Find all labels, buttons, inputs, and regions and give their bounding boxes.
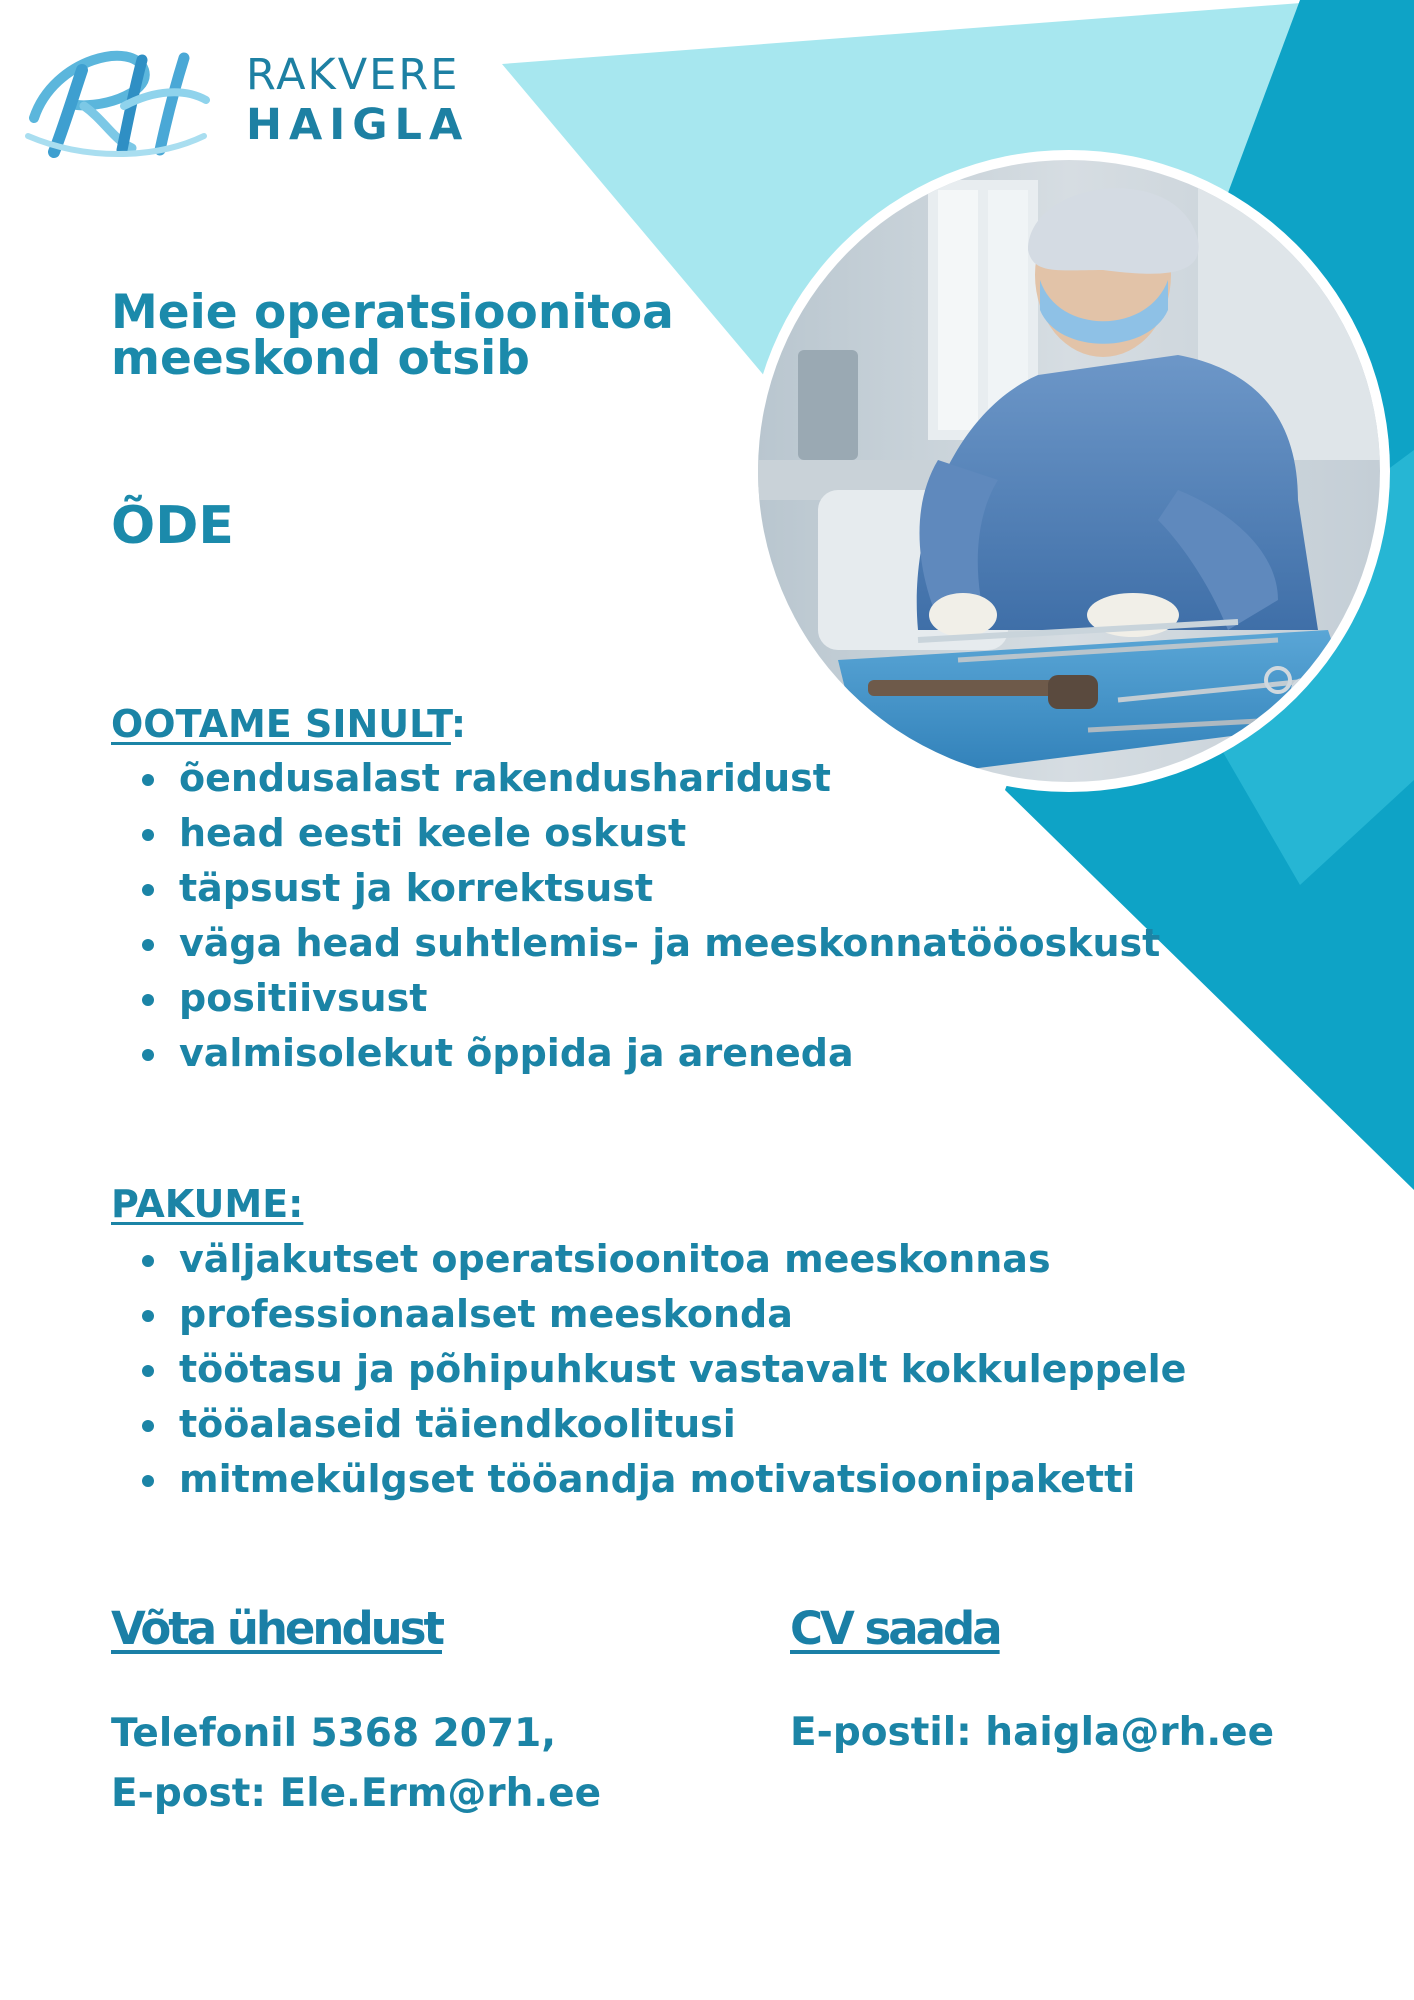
headline <box>111 285 731 386</box>
cv-email[interactable]: E-postil: haigla@rh.ee <box>790 1710 1275 1755</box>
logo-line-rakvere: RAKVERE <box>246 50 460 100</box>
logo-line-haigla: HAIGLA <box>246 100 470 150</box>
list-item: valmisolekut õppida ja areneda <box>140 1026 1160 1081</box>
list-item: väljakutset operatsioonitoa meeskonnas <box>140 1232 1186 1287</box>
list-item: töötasu ja põhipuhkust vastavalt kokkuleppele <box>140 1342 1186 1397</box>
contact-heading: Võta ühendust <box>111 1602 442 1655</box>
list-item: õendusalast rakendusharidust <box>140 751 1160 806</box>
offer-list <box>140 1232 1186 1507</box>
headline-line-2: meeskond otsib <box>111 331 530 386</box>
list-item: väga head suhtlemis- ja meeskonnatööoskust <box>140 916 1160 971</box>
job-title: ÕDE <box>111 496 234 556</box>
headline-line-1: Meie operatsioonitoa <box>111 285 674 340</box>
requirements-heading <box>111 702 466 746</box>
requirements-heading-text: OOTAME SINULT <box>111 702 451 746</box>
list-item: täpsust ja korrektsust <box>140 861 1160 916</box>
list-item: positiivsust <box>140 971 1160 1026</box>
rh-monogram-icon <box>24 40 210 160</box>
list-item: mitmekülgset tööandja motivatsioonipaketti <box>140 1452 1186 1507</box>
contact-details <box>111 1704 601 1824</box>
offer-heading <box>111 1182 303 1226</box>
contact-phone: Telefonil 5368 2071, <box>111 1711 557 1756</box>
surgical-nurse-photo <box>758 160 1380 782</box>
list-item: tööalaseid täiendkoolitusi <box>140 1397 1186 1452</box>
requirements-list <box>140 751 1160 1081</box>
offer-heading-text: PAKUME: <box>111 1182 304 1226</box>
contact-email[interactable]: E-post: Ele.Erm@rh.ee <box>111 1771 602 1816</box>
list-item: professionaalset meeskonda <box>140 1287 1186 1342</box>
cv-heading: CV saada <box>790 1602 1000 1655</box>
list-item: head eesti keele oskust <box>140 806 1160 861</box>
requirements-heading-colon: : <box>450 702 467 746</box>
logo <box>24 40 470 160</box>
